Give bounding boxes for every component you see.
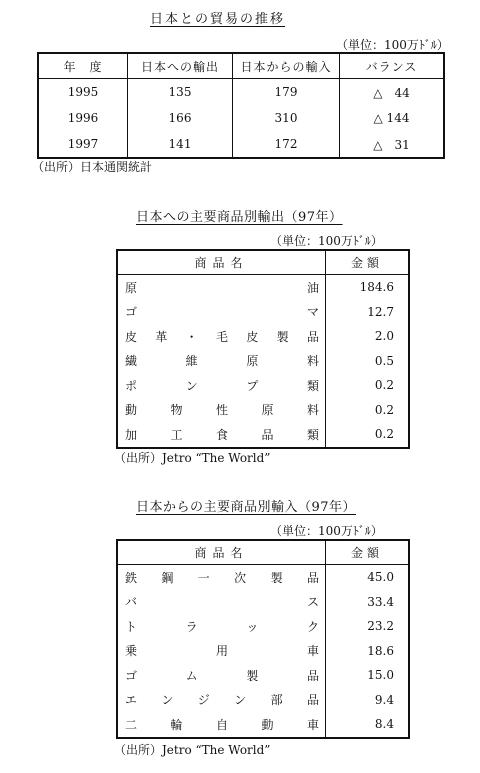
table-row: [117, 614, 409, 639]
product-name-char: 革: [155, 329, 168, 344]
product-name-char: 車: [306, 644, 319, 659]
product-name-char: ジ: [197, 693, 210, 708]
product-name: [125, 426, 319, 443]
export-cell: 135: [128, 79, 233, 106]
header-amount: 金額: [326, 540, 410, 565]
product-name: [125, 328, 319, 345]
header-import-from-japan: 日本からの輸入: [233, 53, 340, 79]
product-name-char: 類: [306, 427, 319, 442]
table-row: [117, 275, 409, 300]
product-name: [125, 667, 319, 684]
product-name-char: ン: [185, 378, 198, 393]
product-name-cell: [117, 349, 326, 374]
product-name: [125, 279, 319, 296]
table-row: [117, 590, 409, 615]
amount-cell: 0.2: [326, 373, 410, 398]
product-name-char: ン: [161, 693, 174, 708]
table-row: [117, 639, 409, 664]
product-name-cell: [117, 373, 326, 398]
product-name: [125, 593, 319, 610]
product-name-char: バ: [125, 595, 138, 610]
product-name-char: 輪: [170, 717, 183, 732]
product-name-char: 一: [197, 570, 210, 585]
amount-cell: 9.4: [326, 688, 410, 713]
table-row: [117, 712, 409, 738]
export-cell: 141: [128, 131, 233, 158]
product-name-char: 油: [306, 280, 319, 295]
amount-cell: 0.2: [326, 422, 410, 448]
amount-cell: 12.7: [326, 300, 410, 325]
product-name-char: 製: [246, 668, 259, 683]
table-row: [38, 131, 444, 158]
balance-cell: △ 44: [340, 79, 445, 106]
product-name-char: 動: [261, 717, 274, 732]
product-name-char: 原: [246, 354, 259, 369]
product-name-char: 品: [306, 570, 319, 585]
product-name-cell: [117, 324, 326, 349]
product-name: [125, 377, 319, 394]
amount-cell: 23.2: [326, 614, 410, 639]
product-name-char: 用: [215, 644, 228, 659]
product-name-cell: [117, 275, 326, 300]
table-row: [117, 373, 409, 398]
export-products-title: 日本への主要商品別輸出（97年）: [136, 210, 343, 225]
product-name-char: 次: [234, 570, 247, 585]
import-cell: 310: [233, 105, 340, 131]
amount-cell: 2.0: [326, 324, 410, 349]
product-name-char: 維: [185, 354, 198, 369]
table-row: [117, 565, 409, 590]
import-products-unit: （単位：100万ﾄﾞﾙ）: [270, 524, 383, 538]
product-name-char: 品: [261, 427, 274, 442]
product-name-cell: [117, 300, 326, 325]
export-products-source: （出所）Jetro “The World”: [114, 451, 271, 465]
product-name-char: 自: [215, 717, 228, 732]
import-cell: 172: [233, 131, 340, 158]
table-row: [117, 300, 409, 325]
product-name: [125, 401, 319, 418]
product-name-cell: [117, 422, 326, 448]
table-row: [117, 324, 409, 349]
product-name-char: 車: [306, 717, 319, 732]
product-name-cell: [117, 712, 326, 738]
product-name-char: 料: [306, 354, 319, 369]
product-name-char: 皮: [125, 329, 138, 344]
header-balance: バランス: [340, 53, 445, 79]
trade-trend-source: （出所）日本通関統計: [32, 160, 153, 174]
import-products-source: （出所）Jetro “The World”: [114, 743, 271, 757]
product-name-char: ゴ: [125, 668, 138, 683]
product-name-char: 原: [261, 403, 274, 418]
product-name-char: 食: [215, 427, 228, 442]
product-name-char: マ: [306, 305, 319, 320]
product-name: [125, 691, 319, 708]
export-cell: 166: [128, 105, 233, 131]
header-export-to-japan: 日本への輸出: [128, 53, 233, 79]
header-product-name: 商品名: [117, 250, 326, 275]
product-name-char: 乗: [125, 644, 138, 659]
product-name-char: 繊: [125, 354, 138, 369]
export-products-table: [116, 249, 410, 449]
product-name-char: ・: [185, 329, 198, 344]
product-name-cell: [117, 688, 326, 713]
product-name-char: プ: [246, 378, 259, 393]
product-name-char: 類: [306, 378, 319, 393]
amount-cell: 33.4: [326, 590, 410, 615]
product-name-char: ン: [234, 693, 247, 708]
header-amount: 金額: [326, 250, 410, 275]
table-row: [38, 105, 444, 131]
product-name-char: ス: [306, 595, 319, 610]
table-header-row: [117, 250, 409, 275]
product-name-cell: [117, 614, 326, 639]
import-products-table: [116, 539, 410, 739]
product-name-cell: [117, 663, 326, 688]
header-product-name: 商品名: [117, 540, 326, 565]
product-name-char: ゴ: [125, 305, 138, 320]
product-name: [125, 642, 319, 659]
amount-cell: 0.5: [326, 349, 410, 374]
product-name-char: ッ: [246, 619, 259, 634]
product-name-cell: [117, 398, 326, 423]
year-cell: 1997: [67, 137, 99, 151]
amount-cell: 18.6: [326, 639, 410, 664]
product-name-char: ラ: [185, 619, 198, 634]
product-name-cell: [117, 639, 326, 664]
table-header-row: [117, 540, 409, 565]
amount-cell: 45.0: [326, 565, 410, 590]
product-name: [125, 352, 319, 369]
product-name-char: 加: [125, 427, 138, 442]
product-name-char: 毛: [215, 329, 228, 344]
amount-cell: 0.2: [326, 398, 410, 423]
product-name-cell: [117, 565, 326, 590]
product-name-char: 工: [170, 427, 183, 442]
product-name-char: 動: [125, 403, 138, 418]
table-row: [117, 349, 409, 374]
product-name-char: 鉄: [125, 570, 138, 585]
year-cell: 1996: [67, 111, 99, 125]
product-name: [125, 716, 319, 733]
product-name-char: 鋼: [161, 570, 174, 585]
table-row: [117, 688, 409, 713]
product-name-char: 品: [306, 693, 319, 708]
product-name-char: 部: [270, 693, 283, 708]
product-name-char: ポ: [125, 378, 138, 393]
product-name-char: 二: [125, 717, 138, 732]
product-name: [125, 303, 319, 320]
table-row: [38, 79, 444, 106]
amount-cell: 184.6: [326, 275, 410, 300]
product-name-char: 性: [215, 403, 228, 418]
product-name-char: 製: [270, 570, 283, 585]
product-name-char: 物: [170, 403, 183, 418]
product-name-char: ク: [306, 619, 319, 634]
product-name-char: 製: [276, 329, 289, 344]
table-row: [117, 398, 409, 423]
product-name-char: 品: [306, 668, 319, 683]
product-name: [125, 569, 319, 586]
header-year: 年 度: [38, 53, 128, 79]
export-products-unit: （単位：100万ﾄﾞﾙ）: [270, 234, 383, 248]
product-name-cell: [117, 590, 326, 615]
import-cell: 179: [233, 79, 340, 106]
trade-trend-title: 日本との貿易の推移: [150, 12, 286, 27]
product-name: [125, 618, 319, 635]
table-header-row: [38, 53, 444, 79]
import-products-title: 日本からの主要商品別輸入（97年）: [136, 500, 357, 515]
balance-cell: △ 144: [340, 105, 445, 131]
product-name-char: エ: [125, 693, 138, 708]
product-name-char: 料: [306, 403, 319, 418]
amount-cell: 15.0: [326, 663, 410, 688]
product-name-char: 品: [306, 329, 319, 344]
table-row: [117, 422, 409, 448]
year-cell: 1995: [67, 85, 99, 99]
amount-cell: 8.4: [326, 712, 410, 738]
product-name-char: ト: [125, 619, 138, 634]
trade-trend-table: [37, 52, 445, 159]
balance-cell: △ 31: [340, 131, 445, 158]
trade-trend-unit: （単位：100万ﾄﾞﾙ）: [336, 38, 449, 52]
product-name-char: ム: [185, 668, 198, 683]
table-row: [117, 663, 409, 688]
product-name-char: 原: [125, 280, 138, 295]
product-name-char: 皮: [246, 329, 259, 344]
